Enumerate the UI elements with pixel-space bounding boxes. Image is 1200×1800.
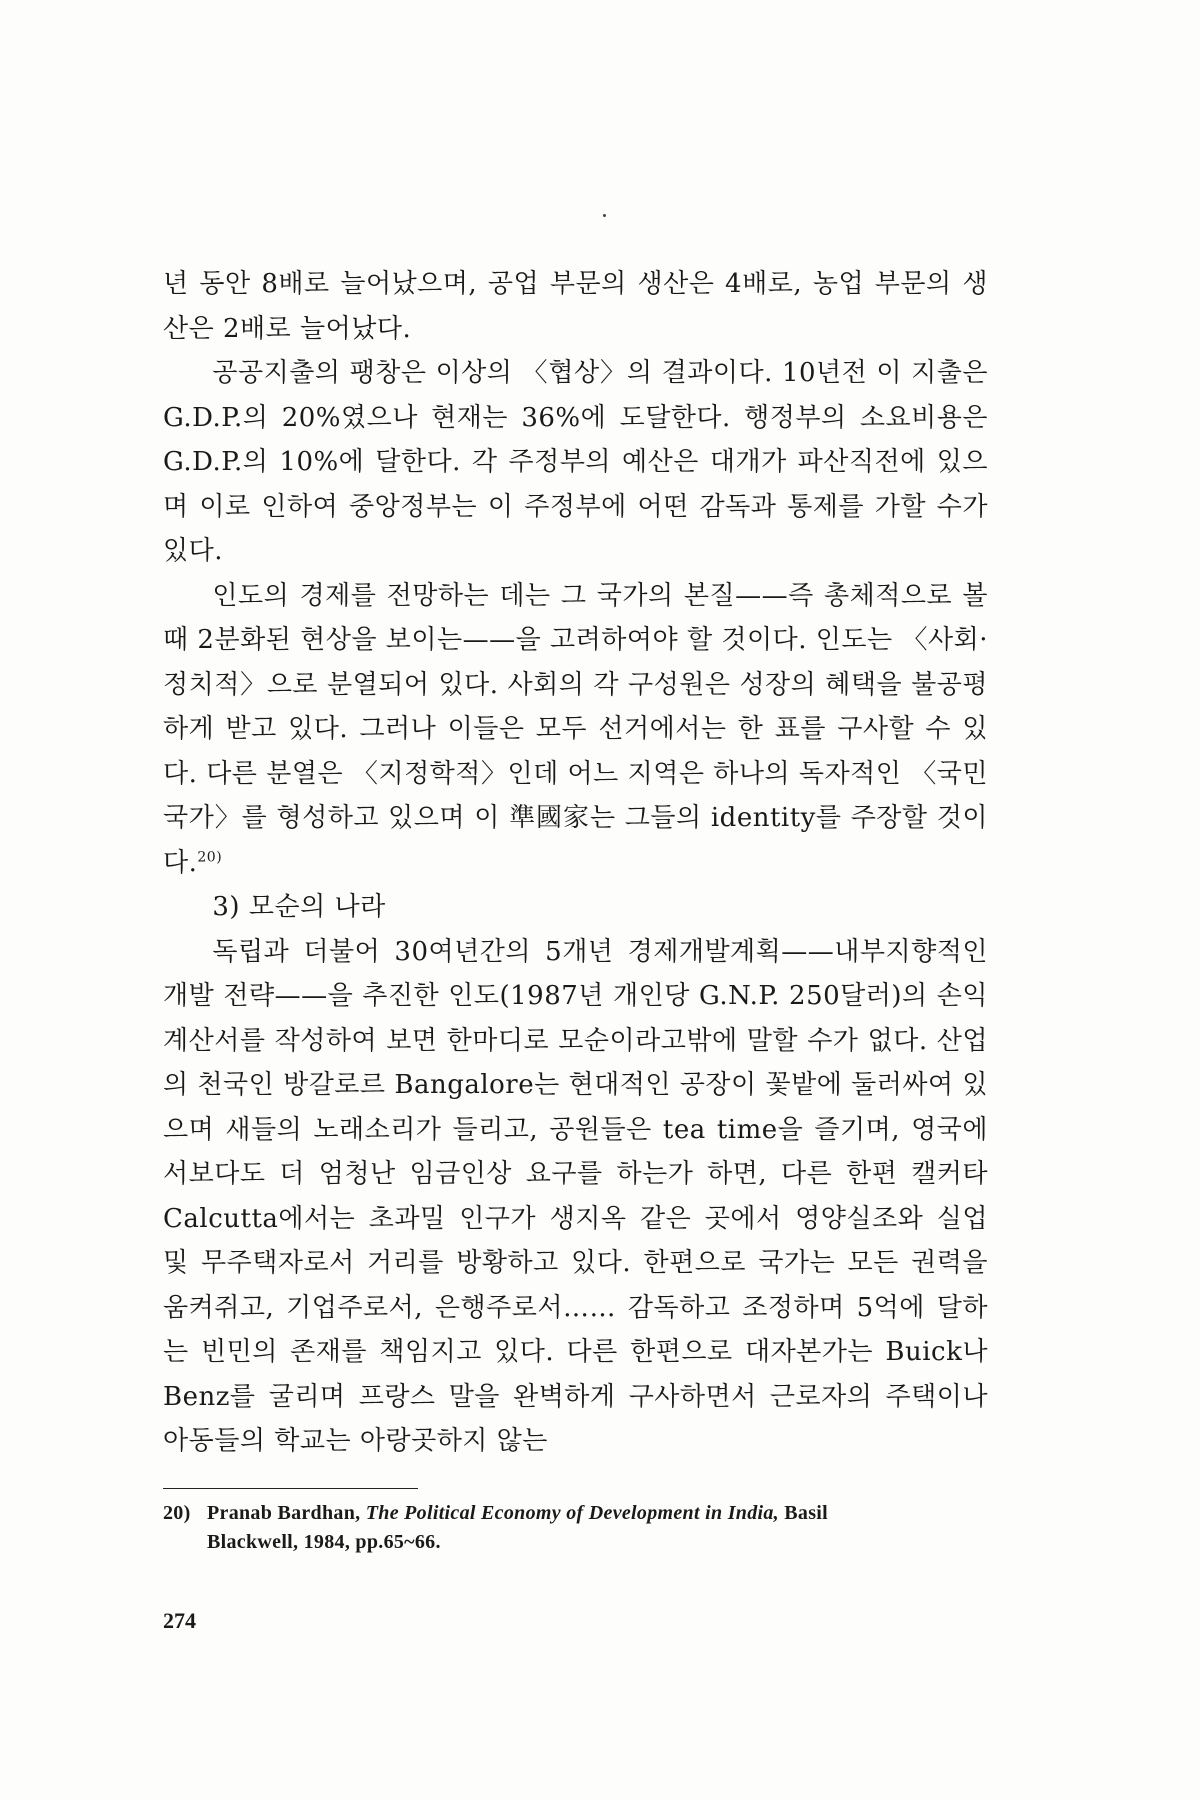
footnote-line-2: Blackwell, 1984, pp.65~66. (207, 1531, 441, 1553)
paragraph-contradictions: 독립과 더불어 30여년간의 5개년 경제개발계획——내부지향적인 개발 전략——을 추진한 인도(1987년 개인당 G.N.P. 250달러)의 손익계산서를 작성하여 보면 한마디로 모순이라고밖에 말할 수가 없다. 산업의 천국인 방갈로르 Bangalore는 현대적인 공장이 꽃밭에 둘러싸여 있으며 새들의 노래소리가 들리고, 공원들은 tea time을 즐기며, 영국에서보다도 더 엄청난 임금인상 요구를 하는가 하면, 다른 한편 캘커타 Calcutta에서는 초과밀 인구가 생지옥 같은 곳에서 영양실조와 실업 및 무주택자로서 거리를 방황하고 있다. 한편으로 국가는 모든 권력을 움켜쥐고, 기업주로서, 은행주로서…… 감독하고 조정하며 5억에 달하는 빈민의 존재를 책임지고 있다. 다른 한편으로 대자본가는 Buick나 Benz를 굴리며 프랑스 말을 완벽하게 구사하면서 근로자의 주택이나 아동들의 학교는 아랑곳하지 않는 (163, 936, 988, 1456)
footnote-number: 20) (163, 1502, 191, 1524)
footnote-divider (163, 1488, 418, 1489)
footnote-reference: 20) (197, 848, 223, 865)
paragraph-continued: 년 동안 8배로 늘어났으며, 공업 부문의 생산은 4배로, 농업 부문의 생산은 2배로 늘어났다. (163, 269, 988, 344)
paragraph-india-economy-text: 인도의 경제를 전망하는 데는 그 국가의 본질——즉 총체적으로 볼 때 2분화된 현상을 보이는——을 고려하여야 할 것이다. 인도는 〈사회·정치적〉으로 분열되어 있다. 사회의 각 구성원은 성장의 혜택을 불공평하게 받고 있다. 그러나 이들은 모두 선거에서는 한 표를 구사할 수 있다. 다른 분열은 〈지정학적〉인데 어느 지역은 하나의 독자적인 〈국민국가〉를 형성하고 있으며 이 準國家는 그들의 identity를 주장할 것이다. (163, 580, 988, 878)
body-text (163, 262, 988, 1464)
print-speck (603, 214, 606, 217)
footnote-title: The Political Economy of Development in India, (365, 1502, 779, 1524)
section-heading: 3) 모순의 나라 (212, 892, 386, 922)
footnote (163, 1499, 988, 1557)
footnote-line-1 (163, 1499, 988, 1528)
paragraph-public-spending: 공공지출의 팽창은 이상의 〈협상〉의 결과이다. 10년전 이 지출은 G.D.P.의 20%였으나 현재는 36%에 도달한다. 행정부의 소요비용은 G.D.P.의 10%에 달한다. 각 주정부의 예산은 대개가 파산직전에 있으며 이로 인하여 중앙정부는 이 주정부에 어떤 감독과 통제를 가할 수가 있다. (163, 358, 988, 566)
page-number: 274 (163, 1608, 196, 1633)
footnote-author: Pranab Bardhan, (207, 1502, 361, 1524)
paragraph-india-economy (163, 574, 988, 886)
footnote-publisher: Basil (784, 1502, 829, 1524)
